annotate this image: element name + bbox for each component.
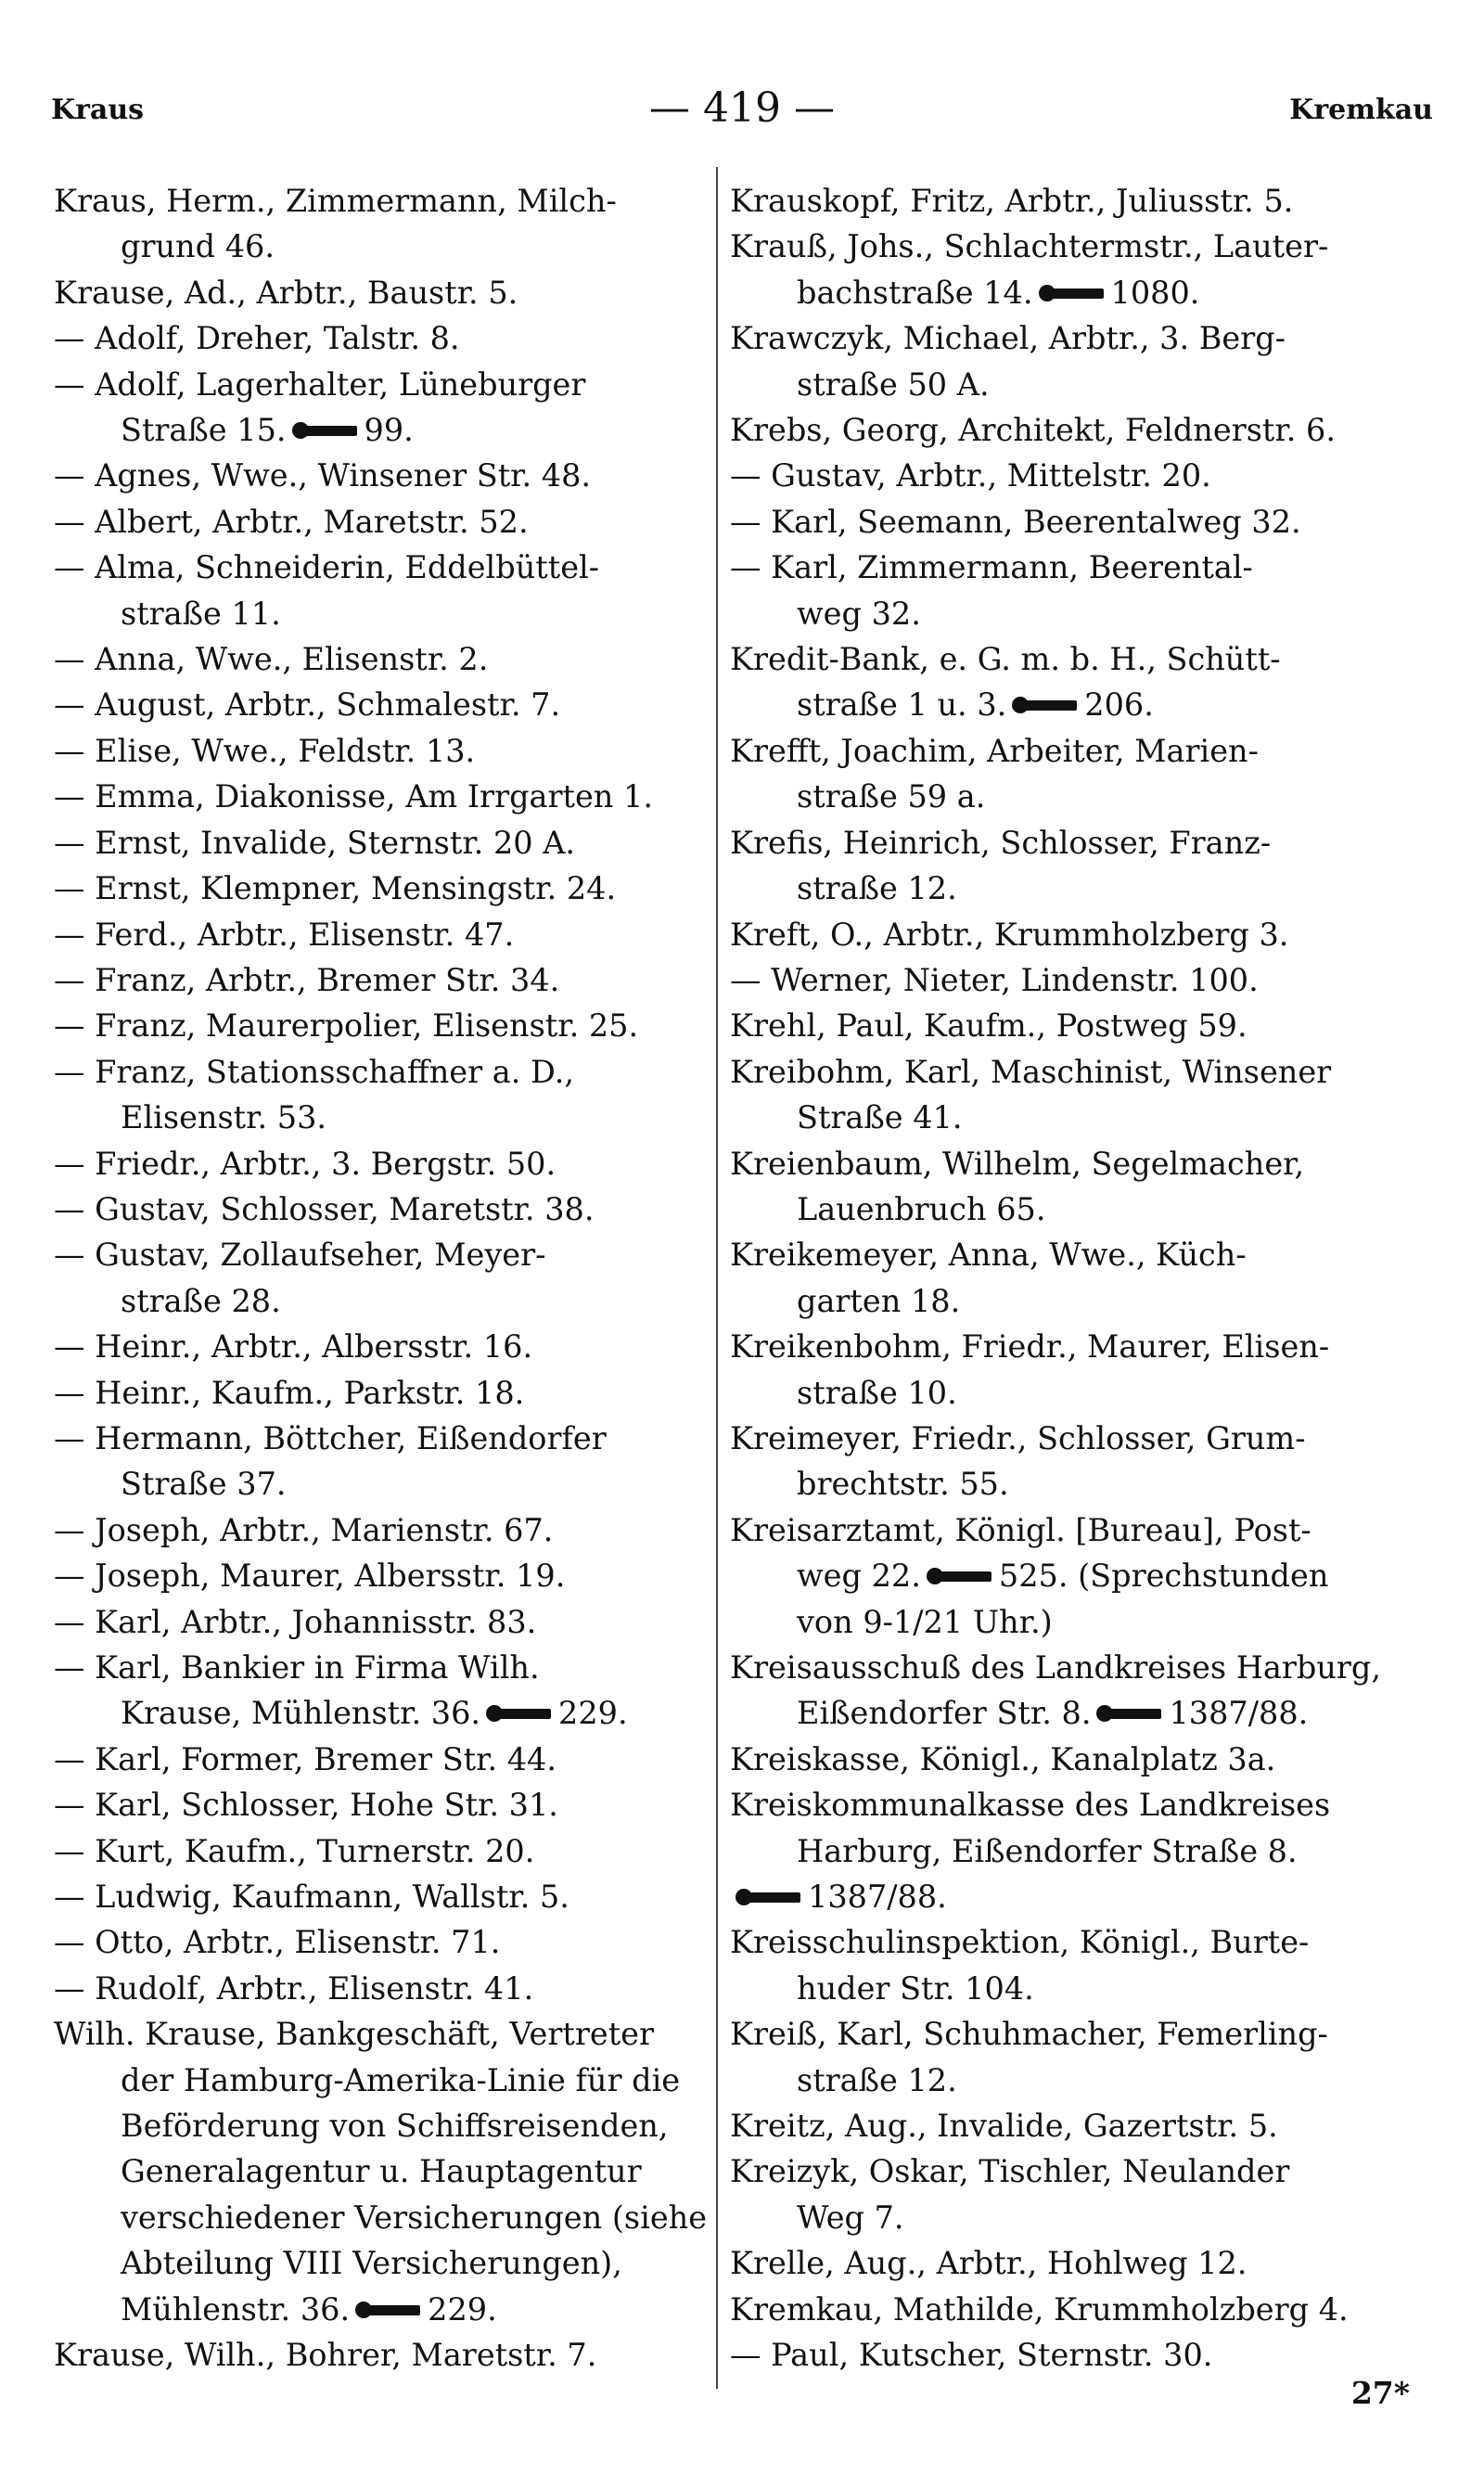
entry-text: — Alma, Schneiderin, Eddelbüttel- [54,549,600,586]
directory-entry [730,820,1405,912]
directory-entry [54,2011,722,2332]
entry-text: — Rudolf, Arbtr., Elisenstr. 41. [54,1969,534,2007]
entry-text: Wilh. Krause, Bankgeschäft, Vertreter [54,2016,655,2053]
entry-text: — Franz, Maurerpolier, Elisenstr. 25. [54,1007,639,1045]
entry-text: von 9-1/21 Uhr.) [797,1603,1053,1640]
entry-text: Kremkau, Mathilde, Krummholzberg 4. [730,2290,1349,2328]
header-left-keyword: Kraus [51,94,145,126]
directory-entry [54,1232,722,1324]
entry-text: Krawczyk, Michael, Arbtr., 3. Berg- [730,320,1286,357]
directory-entry [730,1141,1405,1233]
entry-text: garten 18. [797,1282,961,1319]
entry-text: — Karl, Schlosser, Hohe Str. 31. [54,1787,558,1824]
entry-text: — Heinr., Arbtr., Albersstr. 16. [54,1328,533,1366]
entry-text: Abteilung VIII Versicherungen), [121,2245,622,2282]
entry-text: straße 12. [797,870,957,907]
directory-entry [54,1599,722,1645]
directory-entry [730,1737,1405,1782]
entry-text: Kreizyk, Oskar, Tischler, Neulander [730,2153,1290,2190]
entry-text: Straße 41. [797,1099,963,1136]
entry-text: Kreikemeyer, Anna, Wwe., Küch- [730,1237,1247,1274]
directory-entry [730,1416,1405,1507]
directory-entry [54,1507,722,1553]
directory-entry [730,912,1405,957]
entry-text: Kreibohm, Karl, Maschinist, Winsener [730,1053,1332,1090]
entry-text: Kreimeyer, Friedr., Schlosser, Grum- [730,1419,1306,1456]
entry-text: — Karl, Bankier in Firma Wilh. [54,1649,540,1686]
entry-text: — Gustav, Arbtr., Mittelstr. 20. [730,457,1211,494]
entry-text: straße 11. [121,595,281,632]
entry-text: grund 46. [121,228,275,265]
entry-text: Elisenstr. 53. [121,1099,327,1136]
entry-text: Krebs, Georg, Architekt, Feldnerstr. 6. [730,412,1336,449]
directory-entry [730,315,1405,407]
entry-text: Eißendorfer Str. 8. [797,1695,1092,1732]
directory-entry [54,1553,722,1598]
directory-entry [730,224,1405,315]
entry-text: Harburg, Eißendorfer Straße 8. [797,1832,1298,1869]
telephone-number: 525. (Sprechstunden [998,1558,1329,1595]
entry-text: — Gustav, Schlosser, Maretstr. 38. [54,1190,595,1227]
entry-text: straße 50 A. [797,366,990,403]
entry-text: Krause, Ad., Arbtr., Baustr. 5. [54,274,518,311]
directory-entry [54,1645,722,1737]
directory-entry [730,1874,1405,1919]
directory-entry [54,1966,722,2011]
telephone-icon [292,420,359,442]
entry-text: straße 28. [121,1282,281,1319]
directory-entry [54,1049,722,1141]
directory-entry [54,682,722,727]
entry-text: — Ernst, Klempner, Mensingstr. 24. [54,870,617,907]
entry-text: — Elise, Wwe., Feldstr. 13. [54,732,476,769]
directory-entry [54,1324,722,1369]
entry-text: Mühlenstr. 36. [121,2290,351,2328]
directory-entry [54,362,722,454]
entry-text: — Emma, Diakonisse, Am Irrgarten 1. [54,778,653,815]
directory-entry [54,499,722,545]
directory-entry [54,1874,722,1919]
directory-entry [730,957,1405,1003]
entry-text: Krause, Wilh., Bohrer, Maretstr. 7. [54,2337,597,2374]
telephone-icon [486,1703,553,1725]
directory-entry [730,1645,1405,1737]
entry-text: Kreiskasse, Königl., Kanalplatz 3a. [730,1740,1276,1777]
entry-text: Straße 15. [121,412,287,449]
telephone-number: 1387/88. [1169,1695,1309,1732]
directory-entry [54,866,722,911]
directory-entry [54,1141,722,1186]
entry-text: — Karl, Seemann, Beerentalweg 32. [730,503,1301,540]
entry-text: Kreisausschuß des Landkreises Harburg, [730,1649,1382,1686]
telephone-icon [927,1566,993,1588]
directory-entry [54,178,722,270]
right-column [730,178,1405,2379]
directory-entry [54,545,722,636]
entry-text: — Paul, Kutscher, Sternstr. 30. [730,2337,1213,2374]
entry-text: — Joseph, Arbtr., Marienstr. 67. [54,1511,554,1548]
entry-text: — Adolf, Dreher, Talstr. 8. [54,320,460,357]
directory-entry [54,636,722,682]
directory-entry [54,728,722,774]
directory-entry [54,270,722,315]
entry-text: — August, Arbtr., Schmalestr. 7. [54,686,561,724]
entry-text: Krause, Mühlenstr. 36. [121,1695,481,1732]
entry-text: — Hermann, Böttcher, Eißendorfer [54,1419,607,1456]
entry-text: — Albert, Arbtr., Maretstr. 52. [54,503,529,540]
entry-text: — Kurt, Kaufm., Turnerstr. 20. [54,1832,535,1869]
entry-text: — Gustav, Zollaufseher, Meyer- [54,1237,546,1274]
entry-text: — Ernst, Invalide, Sternstr. 20 A. [54,824,576,861]
entry-text: Kreiß, Karl, Schuhmacher, Femerling- [730,2016,1328,2053]
directory-entry [730,2332,1405,2378]
directory-entry [730,1232,1405,1324]
telephone-number: 1080. [1110,274,1200,311]
entry-text: Krauskopf, Fritz, Arbtr., Juliusstr. 5. [730,183,1294,219]
entry-text: weg 32. [797,595,921,632]
telephone-icon [736,1887,802,1909]
entry-text: straße 59 a. [797,778,986,815]
directory-entry [730,2287,1405,2332]
entry-text: straße 12. [797,2061,957,2098]
directory-entry [54,774,722,819]
entry-text: Kreiskommunalkasse des Landkreises [730,1787,1331,1824]
entry-text: Weg 7. [797,2199,904,2236]
telephone-icon [1096,1703,1163,1725]
directory-entry [730,2148,1405,2240]
entry-text: — Karl, Zimmermann, Beerental- [730,549,1253,586]
telephone-number: 99. [364,412,414,449]
directory-entry [730,545,1405,636]
directory-entry [730,178,1405,224]
directory-entry [730,2011,1405,2103]
directory-entry [54,1828,722,1874]
entry-text: Generalagentur u. Hauptagentur [121,2153,642,2190]
entry-text: Krelle, Aug., Arbtr., Hohlweg 12. [730,2245,1247,2282]
directory-entry [730,1003,1405,1048]
entry-text: — Heinr., Kaufm., Parkstr. 18. [54,1374,525,1411]
entry-text: weg 22. [797,1558,921,1595]
entry-text: brechtstr. 55. [797,1466,1009,1503]
telephone-number: 229. [558,1695,628,1732]
directory-entry [54,1416,722,1507]
telephone-number: 206. [1084,686,1154,724]
directory-entry [730,2103,1405,2148]
directory-entry [54,2332,722,2378]
entry-text: — Karl, Former, Bremer Str. 44. [54,1740,557,1777]
entry-text: Krefis, Heinrich, Schlosser, Franz- [730,824,1272,861]
entry-text: — Werner, Nieter, Lindenstr. 100. [730,961,1259,998]
directory-entry [54,1919,722,1965]
entry-text: — Adolf, Lagerhalter, Lüneburger [54,366,586,403]
entry-text: Lauenbruch 65. [797,1190,1046,1227]
entry-text: Straße 37. [121,1466,287,1503]
directory-entry [730,636,1405,728]
page-header [51,84,1433,144]
directory-entry [54,912,722,957]
telephone-icon [1039,283,1106,305]
entry-text: Kraus, Herm., Zimmermann, Milch- [54,183,617,219]
directory-entry [730,1324,1405,1416]
directory-entry [54,1782,722,1828]
entry-text: Krefft, Joachim, Arbeiter, Marien- [730,732,1259,769]
telephone-icon [1012,695,1079,717]
directory-entry [54,820,722,866]
directory-entry [730,2240,1405,2286]
entry-text: Kreikenbohm, Friedr., Maurer, Elisen- [730,1328,1330,1366]
header-right-keyword: Kremkau [1289,94,1433,126]
directory-entry [730,499,1405,545]
entry-text: Kreienbaum, Wilhelm, Segelmacher, [730,1145,1305,1182]
entry-text: verschiedener Versicherungen (siehe [121,2199,708,2236]
entry-text: Kreft, O., Arbtr., Krummholzberg 3. [730,916,1289,953]
entry-text: Beförderung von Schiffsreisenden, [121,2108,669,2145]
entry-text: — Ferd., Arbtr., Elisenstr. 47. [54,916,515,953]
entry-text: — Anna, Wwe., Elisenstr. 2. [54,641,489,678]
entry-text: — Joseph, Maurer, Albersstr. 19. [54,1558,566,1595]
telephone-number: 229. [428,2290,497,2328]
telephone-icon [355,2300,422,2322]
signature-mark: 27* [1350,2375,1410,2411]
column-divider [716,167,718,2389]
page-number: — 419 — [649,84,835,132]
directory-entry [730,1919,1405,2011]
directory-entry [730,1782,1405,1874]
entry-text: Krehl, Paul, Kaufm., Postweg 59. [730,1007,1247,1045]
telephone-number: 1387/88. [808,1879,947,1916]
directory-entry [54,1370,722,1416]
entry-text: der Hamburg-Amerika-Linie für die [121,2061,681,2098]
entry-text: — Karl, Arbtr., Johannisstr. 83. [54,1603,537,1640]
entry-text: — Agnes, Wwe., Winsener Str. 48. [54,457,592,494]
directory-entry [54,1737,722,1782]
entry-text: straße 1 u. 3. [797,686,1007,724]
directory-entry [730,1049,1405,1141]
directory-entry [54,1186,722,1232]
entry-text: — Otto, Arbtr., Elisenstr. 71. [54,1924,501,1961]
entry-text: straße 10. [797,1374,957,1411]
directory-entry [730,728,1405,820]
entry-text: Kreitz, Aug., Invalide, Gazertstr. 5. [730,2108,1278,2145]
entry-text: huder Str. 104. [797,1969,1034,2007]
entry-text: bachstraße 14. [797,274,1033,311]
entry-text: — Ludwig, Kaufmann, Wallstr. 5. [54,1879,569,1916]
entry-text: Kreisarztamt, Königl. [Bureau], Post- [730,1511,1311,1548]
directory-entry [730,407,1405,453]
entry-text: Kredit-Bank, e. G. m. b. H., Schütt- [730,641,1281,678]
directory-entry [54,1003,722,1048]
entry-text: Krauß, Johs., Schlachtermstr., Lauter- [730,228,1329,265]
directory-entry [730,453,1405,498]
directory-entry [54,453,722,498]
entry-text: Kreisschulinspektion, Königl., Burte- [730,1924,1310,1961]
directory-entry [54,315,722,361]
left-column [54,178,722,2379]
entry-text: — Friedr., Arbtr., 3. Bergstr. 50. [54,1145,556,1182]
entry-text: — Franz, Stationsschaffner a. D., [54,1053,574,1090]
directory-entry [730,1507,1405,1645]
directory-entry [54,957,722,1003]
entry-text: — Franz, Arbtr., Bremer Str. 34. [54,961,560,998]
